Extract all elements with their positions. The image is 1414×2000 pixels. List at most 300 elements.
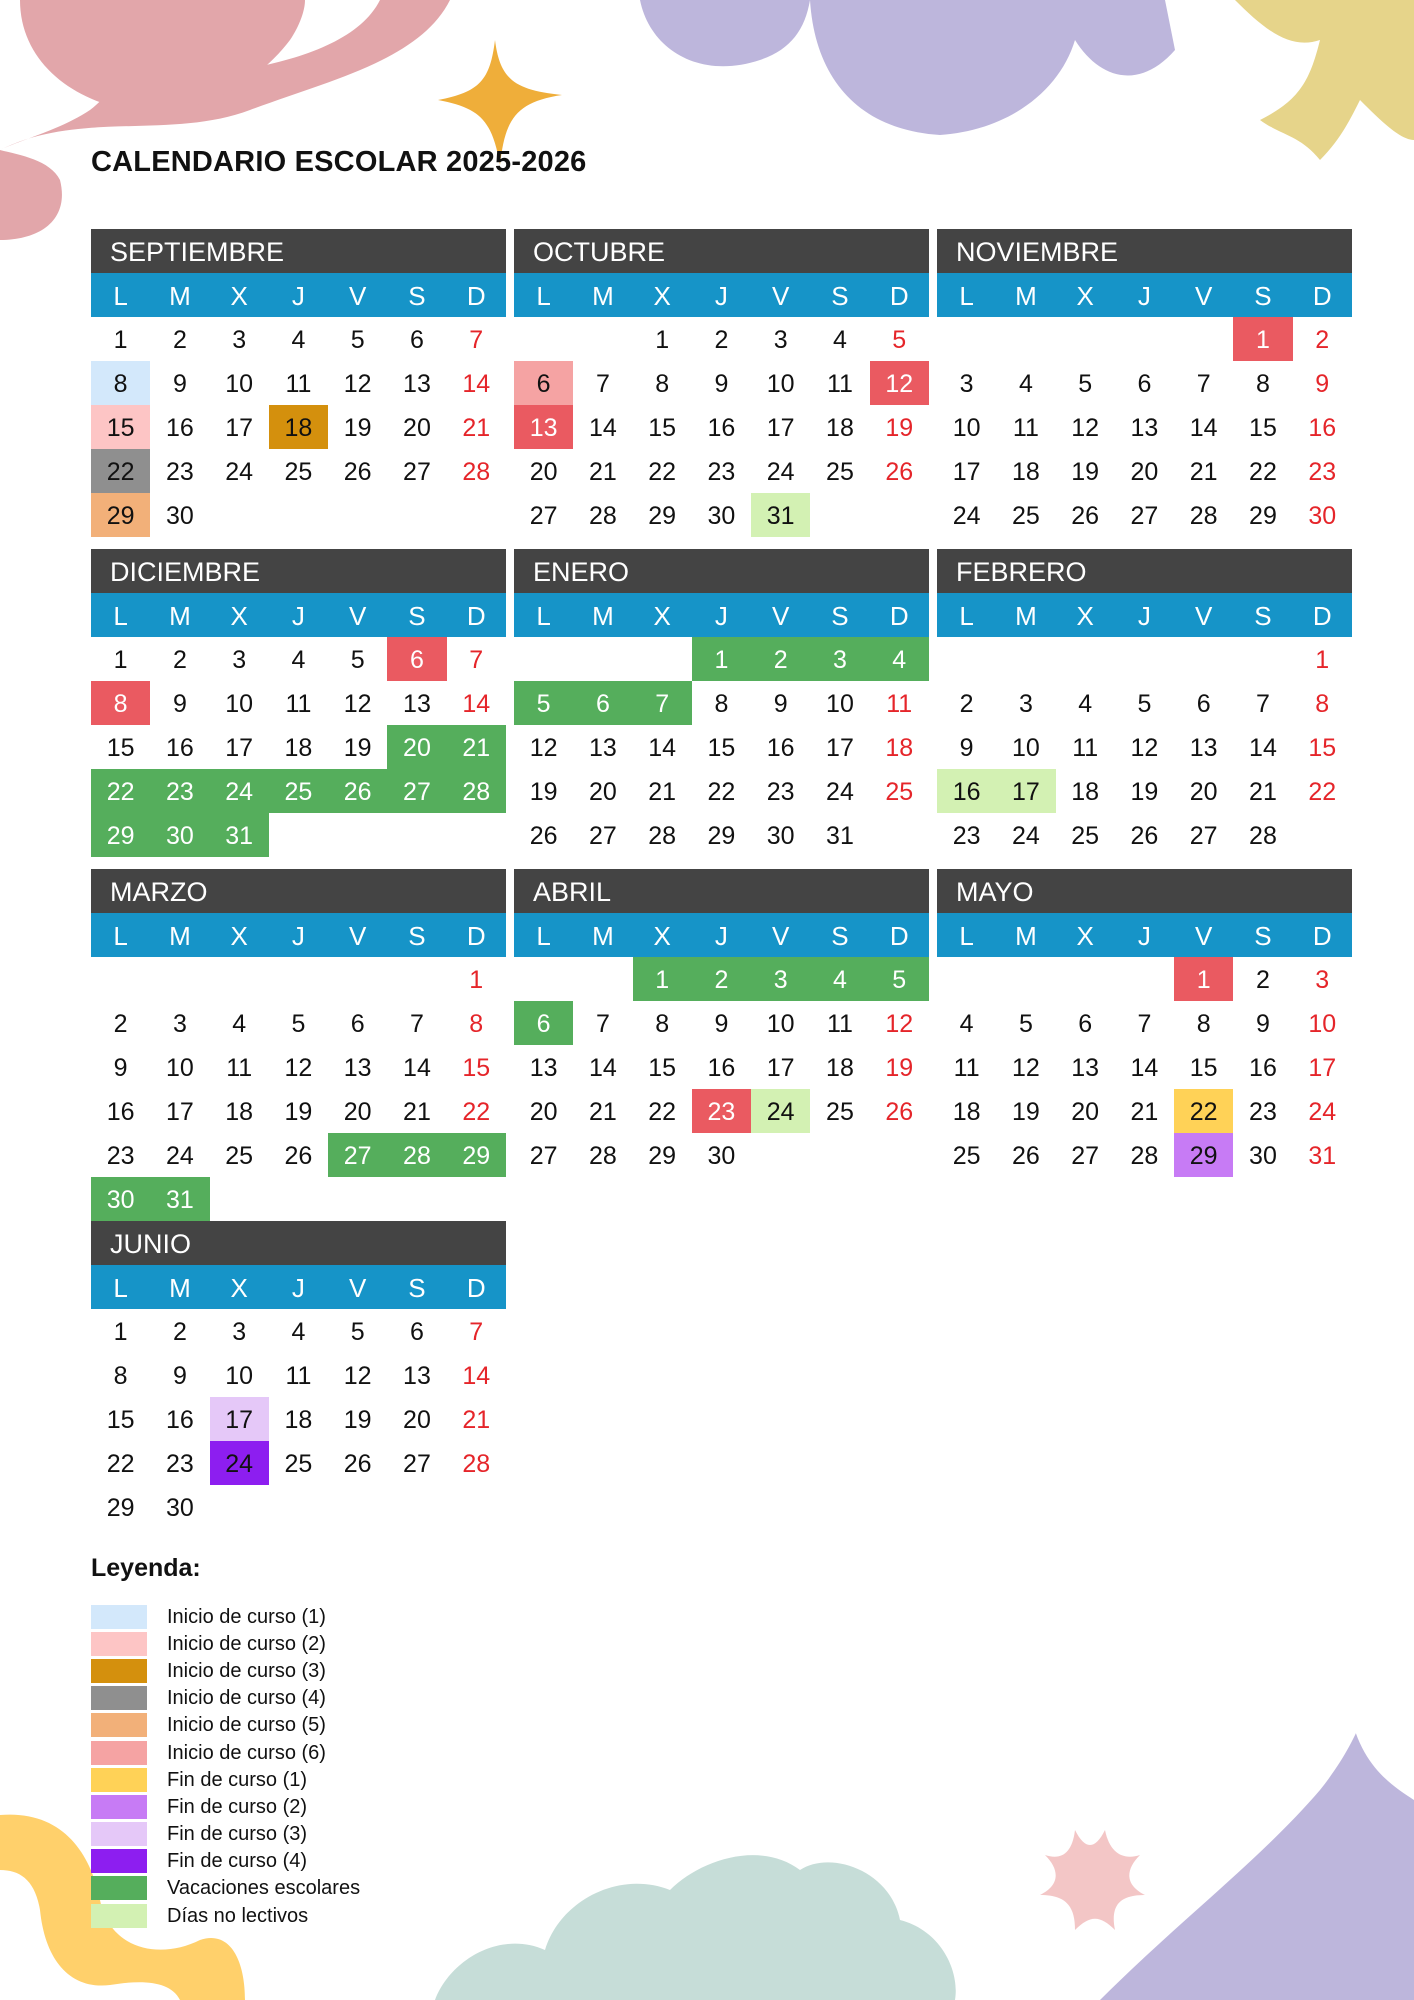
day-cell: 14: [648, 734, 677, 762]
day-cell: 15: [648, 1054, 677, 1082]
legend-swatch: [91, 1849, 147, 1873]
day-cell: 20: [403, 414, 431, 442]
day-cell: 26: [343, 458, 372, 486]
day-cell: 16: [165, 1406, 194, 1434]
day-cell-vacaciones: 6: [573, 681, 632, 725]
day-cell: 10: [1308, 1010, 1337, 1038]
weekday-label: J: [291, 921, 305, 951]
day-cell: 24: [952, 502, 981, 530]
weekday-label: S: [408, 281, 426, 311]
days-grid: [91, 1309, 506, 1529]
day-cell: 20: [588, 778, 617, 806]
day-cell: 8: [714, 690, 729, 718]
day-cell: 18: [952, 1098, 981, 1126]
legend-swatch: [91, 1605, 147, 1629]
day-cell: 11: [285, 1362, 312, 1390]
legend-item: [91, 1848, 360, 1875]
weekday-label: D: [889, 281, 909, 311]
day-cell: 14: [1189, 414, 1218, 442]
day-cell: 2: [1256, 966, 1270, 994]
day-cell-fin2: 29: [1174, 1133, 1233, 1177]
day-cell: 25: [885, 778, 914, 806]
month-header: ENERO: [514, 549, 929, 593]
day-cell-vacaciones: 21: [447, 725, 506, 769]
day-cell: 1: [1315, 646, 1330, 674]
day-cell: 8: [655, 370, 670, 398]
day-cell: 12: [343, 690, 372, 718]
day-cell: 21: [403, 1098, 431, 1126]
day-cell: 25: [284, 1450, 313, 1478]
day-cell: 11: [1012, 414, 1039, 442]
day-cell: 8: [113, 1362, 128, 1390]
legend-label: Inicio de curso (1): [167, 1605, 326, 1628]
day-cell-vacaciones: 7: [633, 681, 692, 725]
weekday-label: D: [1312, 921, 1332, 951]
weekday-label: V: [349, 921, 367, 951]
day-cell-no-lectivo: 31: [751, 493, 810, 537]
day-cell: 17: [1308, 1054, 1337, 1082]
day-cell-vacaciones: 2: [751, 637, 810, 681]
legend-item: [91, 1821, 360, 1848]
day-cell: 20: [529, 458, 558, 486]
month-diciembre: [91, 549, 506, 857]
weekday-label: V: [1195, 281, 1213, 311]
month-header: DICIEMBRE: [91, 549, 506, 593]
day-cell: 7: [469, 326, 484, 354]
empty-day-cell: [91, 957, 150, 1001]
empty-day-cell: [633, 637, 692, 681]
day-cell: 4: [959, 1010, 974, 1038]
weekday-label: L: [113, 281, 128, 311]
day-cell-vacaciones: 4: [810, 957, 869, 1001]
month-header: MARZO: [91, 869, 506, 913]
weekday-label: X: [230, 1273, 248, 1303]
page-title: CALENDARIO ESCOLAR 2025-2026: [91, 146, 587, 178]
day-cell: 18: [225, 1098, 254, 1126]
legend: [91, 1603, 360, 1929]
day-cell: 21: [462, 1406, 491, 1434]
day-cell: 30: [1249, 1142, 1277, 1170]
weekday-label: X: [653, 281, 671, 311]
legend-swatch: [91, 1686, 147, 1710]
empty-day-cell: [1115, 637, 1174, 681]
day-cell: 2: [113, 1010, 128, 1038]
weekday-row: [937, 913, 1352, 957]
day-cell-vacaciones: 6: [514, 1001, 573, 1045]
legend-item: [91, 1603, 360, 1630]
pink-flower-shape: [1040, 1830, 1145, 1930]
weekday-label: J: [714, 921, 728, 951]
day-cell: 25: [1011, 502, 1040, 530]
day-cell-inicio6: 6: [514, 361, 573, 405]
day-cell: 16: [707, 1054, 736, 1082]
day-cell: 5: [291, 1010, 306, 1038]
weekday-label: M: [1015, 281, 1037, 311]
day-cell: 11: [953, 1054, 980, 1082]
days-grid: [91, 317, 506, 537]
empty-day-cell: [1056, 317, 1115, 361]
day-cell: 19: [885, 414, 914, 442]
day-cell-vacaciones: 27: [387, 769, 446, 813]
day-cell: 4: [1018, 370, 1033, 398]
empty-day-cell: [1056, 957, 1115, 1001]
empty-day-cell: [210, 957, 269, 1001]
day-cell: 10: [766, 1010, 795, 1038]
weekday-label: D: [889, 921, 909, 951]
day-cell: 13: [1130, 414, 1159, 442]
days-grid: [937, 637, 1352, 857]
day-cell: 25: [952, 1142, 981, 1170]
weekday-label: D: [1312, 601, 1332, 631]
day-cell: 3: [232, 1318, 247, 1346]
weekday-label: X: [230, 601, 248, 631]
day-cell: 15: [1308, 734, 1337, 762]
day-cell: 10: [826, 690, 854, 718]
weekday-row: [91, 593, 506, 637]
day-cell: 16: [165, 414, 194, 442]
day-cell: 25: [826, 458, 854, 486]
day-cell-no-lectivo: 16: [937, 769, 996, 813]
day-cell: 2: [172, 646, 187, 674]
day-cell: 5: [350, 646, 365, 674]
empty-day-cell: [1115, 317, 1174, 361]
day-cell: 26: [1071, 502, 1100, 530]
days-grid: [937, 957, 1352, 1177]
weekday-label: J: [714, 281, 728, 311]
day-cell: 13: [403, 690, 431, 718]
day-cell: 25: [284, 458, 313, 486]
day-cell: 27: [1189, 822, 1218, 850]
weekday-label: D: [466, 281, 486, 311]
weekday-label: S: [1254, 921, 1272, 951]
weekday-label: M: [169, 921, 191, 951]
weekday-label: D: [889, 601, 909, 631]
weekday-label: D: [466, 601, 486, 631]
day-cell: 12: [343, 370, 372, 398]
day-cell: 22: [707, 778, 736, 806]
weekday-label: J: [291, 601, 305, 631]
day-cell: 1: [469, 966, 484, 994]
day-cell: 9: [714, 1010, 729, 1038]
weekday-label: J: [714, 601, 728, 631]
weekday-row: [514, 593, 929, 637]
month-mayo: [937, 869, 1352, 1177]
day-cell: 15: [106, 734, 135, 762]
day-cell: 29: [1249, 502, 1277, 530]
legend-label: Inicio de curso (3): [167, 1659, 326, 1682]
month-header: SEPTIEMBRE: [91, 229, 506, 273]
day-cell: 2: [959, 690, 974, 718]
day-cell: 7: [1256, 690, 1270, 718]
day-cell: 16: [707, 414, 736, 442]
day-cell: 27: [403, 458, 431, 486]
legend-swatch: [91, 1795, 147, 1819]
empty-day-cell: [996, 957, 1055, 1001]
yellow-star-shape: [1235, 0, 1414, 160]
day-cell-inicio5: 29: [91, 493, 150, 537]
day-cell: 27: [529, 502, 558, 530]
day-cell-vacaciones: 5: [514, 681, 573, 725]
days-grid: [514, 317, 929, 537]
legend-label: Inicio de curso (6): [167, 1741, 326, 1764]
day-cell: 5: [1018, 1010, 1033, 1038]
day-cell: 14: [588, 414, 617, 442]
month-junio: [91, 1221, 506, 1529]
day-cell: 3: [232, 646, 247, 674]
day-cell: 2: [172, 326, 187, 354]
day-cell-vacaciones: 20: [387, 725, 446, 769]
day-cell: 24: [165, 1142, 194, 1170]
day-cell: 5: [1137, 690, 1152, 718]
weekday-label: S: [831, 281, 849, 311]
weekday-label: V: [1195, 601, 1213, 631]
day-cell: 28: [462, 458, 491, 486]
day-cell: 20: [1189, 778, 1218, 806]
day-cell: 13: [588, 734, 617, 762]
day-cell: 3: [232, 326, 247, 354]
empty-day-cell: [937, 957, 996, 1001]
day-cell: 13: [343, 1054, 372, 1082]
day-cell: 6: [410, 326, 424, 354]
day-cell: 11: [1072, 734, 1099, 762]
days-grid: [91, 637, 506, 857]
day-cell: 23: [165, 1450, 194, 1478]
day-cell: 28: [1130, 1142, 1159, 1170]
legend-item: [91, 1685, 360, 1712]
day-cell: 23: [1308, 458, 1337, 486]
day-cell: 19: [529, 778, 558, 806]
day-cell: 22: [106, 1450, 135, 1478]
day-cell: 4: [291, 326, 306, 354]
empty-day-cell: [573, 317, 632, 361]
day-cell: 24: [766, 458, 795, 486]
day-cell: 17: [952, 458, 981, 486]
days-grid: [514, 637, 929, 857]
day-cell: 13: [529, 1054, 558, 1082]
day-cell: 10: [952, 414, 981, 442]
day-cell: 21: [1189, 458, 1218, 486]
day-cell: 29: [707, 822, 736, 850]
day-cell: 16: [766, 734, 795, 762]
day-cell-vacaciones: 1: [633, 957, 692, 1001]
day-cell: 26: [284, 1142, 313, 1170]
day-cell: 13: [1071, 1054, 1100, 1082]
day-cell: 28: [588, 502, 617, 530]
legend-swatch: [91, 1876, 147, 1900]
day-cell: 6: [1196, 690, 1211, 718]
empty-day-cell: [1233, 637, 1292, 681]
day-cell: 16: [1308, 414, 1337, 442]
weekday-label: M: [169, 1273, 191, 1303]
day-cell: 18: [1071, 778, 1100, 806]
day-cell-no-lectivo: 17: [996, 769, 1055, 813]
day-cell: 27: [1071, 1142, 1100, 1170]
day-cell: 30: [707, 1142, 736, 1170]
weekday-label: V: [772, 921, 790, 951]
day-cell: 11: [285, 690, 312, 718]
day-cell: 4: [291, 1318, 306, 1346]
day-cell: 23: [707, 458, 736, 486]
day-cell: 16: [1249, 1054, 1277, 1082]
day-cell: 24: [1011, 822, 1040, 850]
day-cell: 21: [1249, 778, 1277, 806]
day-cell: 18: [284, 1406, 313, 1434]
day-cell: 16: [106, 1098, 135, 1126]
day-cell: 18: [826, 1054, 854, 1082]
day-cell: 21: [1130, 1098, 1159, 1126]
day-cell: 18: [885, 734, 914, 762]
day-cell: 3: [959, 370, 974, 398]
day-cell: 6: [350, 1010, 365, 1038]
day-cell: 18: [826, 414, 854, 442]
legend-label: Inicio de curso (2): [167, 1632, 326, 1655]
day-cell: 28: [588, 1142, 617, 1170]
day-cell: 17: [165, 1098, 194, 1126]
day-cell: 1: [113, 326, 128, 354]
day-cell: 21: [588, 458, 617, 486]
empty-day-cell: [150, 957, 209, 1001]
day-cell: 2: [714, 326, 729, 354]
day-cell: 29: [648, 1142, 677, 1170]
day-cell: 7: [1196, 370, 1211, 398]
month-header: JUNIO: [91, 1221, 506, 1265]
day-cell: 22: [462, 1098, 491, 1126]
day-cell: 20: [343, 1098, 372, 1126]
day-cell-vacaciones: 29: [91, 813, 150, 857]
day-cell: 28: [462, 1450, 491, 1478]
day-cell: 17: [766, 1054, 795, 1082]
day-cell: 9: [172, 370, 187, 398]
day-cell: 18: [1011, 458, 1040, 486]
month-abril: [514, 869, 929, 1177]
day-cell: 9: [1315, 370, 1330, 398]
day-cell: 26: [885, 1098, 914, 1126]
day-cell: 9: [113, 1054, 128, 1082]
day-cell: 19: [1011, 1098, 1040, 1126]
legend-label: Fin de curso (2): [167, 1795, 308, 1818]
day-cell: 9: [959, 734, 974, 762]
day-cell: 23: [1249, 1098, 1277, 1126]
month-noviembre: [937, 229, 1352, 537]
day-cell: 21: [648, 778, 677, 806]
day-cell: 22: [1249, 458, 1277, 486]
empty-day-cell: [996, 317, 1055, 361]
day-cell: 15: [1189, 1054, 1218, 1082]
day-cell-festivo: 8: [91, 681, 150, 725]
weekday-label: D: [466, 1273, 486, 1303]
weekday-label: L: [959, 921, 974, 951]
day-cell-vacaciones: 1: [692, 637, 751, 681]
day-cell: 27: [529, 1142, 558, 1170]
weekday-row: [91, 1265, 506, 1309]
day-cell-festivo: 12: [870, 361, 929, 405]
day-cell: 2: [172, 1318, 187, 1346]
day-cell: 15: [648, 414, 677, 442]
day-cell: 30: [1308, 502, 1337, 530]
day-cell: 7: [595, 1010, 610, 1038]
day-cell-vacaciones: 31: [150, 1177, 209, 1221]
day-cell: 12: [1071, 414, 1100, 442]
day-cell: 2: [1315, 326, 1330, 354]
weekday-row: [937, 273, 1352, 317]
day-cell: 19: [1130, 778, 1159, 806]
day-cell: 8: [655, 1010, 670, 1038]
day-cell: 18: [284, 734, 313, 762]
day-cell: 25: [225, 1142, 254, 1170]
day-cell: 29: [106, 1494, 135, 1522]
legend-label: Inicio de curso (4): [167, 1687, 326, 1710]
weekday-label: M: [169, 601, 191, 631]
day-cell: 20: [1130, 458, 1159, 486]
month-header: OCTUBRE: [514, 229, 929, 273]
day-cell: 13: [403, 370, 431, 398]
day-cell: 15: [707, 734, 736, 762]
weekday-label: D: [1312, 281, 1332, 311]
day-cell-vacaciones: 30: [150, 813, 209, 857]
day-cell-vacaciones: 27: [328, 1133, 387, 1177]
weekday-label: M: [592, 921, 614, 951]
weekday-label: M: [1015, 921, 1037, 951]
day-cell: 12: [1011, 1054, 1040, 1082]
month-octubre: [514, 229, 929, 537]
days-grid: [91, 957, 506, 1221]
weekday-label: M: [592, 281, 614, 311]
day-cell: 1: [655, 326, 670, 354]
day-cell: 10: [225, 1362, 254, 1390]
weekday-row: [514, 913, 929, 957]
day-cell-vacaciones: 29: [447, 1133, 506, 1177]
weekday-row: [91, 273, 506, 317]
day-cell-vacaciones: 26: [328, 769, 387, 813]
day-cell-vacaciones: 28: [447, 769, 506, 813]
day-cell: 22: [1308, 778, 1337, 806]
day-cell: 9: [1256, 1010, 1270, 1038]
day-cell: 4: [291, 646, 306, 674]
day-cell: 11: [226, 1054, 253, 1082]
legend-item: [91, 1875, 360, 1902]
month-header: ABRIL: [514, 869, 929, 913]
day-cell: 12: [885, 1010, 914, 1038]
day-cell: 30: [165, 1494, 194, 1522]
day-cell: 15: [106, 1406, 135, 1434]
month-header: NOVIEMBRE: [937, 229, 1352, 273]
legend-swatch: [91, 1904, 147, 1928]
empty-day-cell: [937, 637, 996, 681]
month-marzo: [91, 869, 506, 1221]
month-febrero: [937, 549, 1352, 857]
weekday-label: M: [592, 601, 614, 631]
legend-item: [91, 1630, 360, 1657]
day-cell: 7: [410, 1010, 424, 1038]
day-cell: 6: [1137, 370, 1152, 398]
legend-swatch: [91, 1741, 147, 1765]
day-cell: 17: [225, 734, 254, 762]
empty-day-cell: [514, 957, 573, 1001]
day-cell: 24: [1308, 1098, 1337, 1126]
weekday-label: L: [959, 601, 974, 631]
day-cell: 29: [648, 502, 677, 530]
day-cell-fin3: 17: [210, 1397, 269, 1441]
day-cell: 7: [469, 1318, 484, 1346]
day-cell: 8: [1256, 370, 1270, 398]
days-grid: [937, 317, 1352, 537]
day-cell: 23: [766, 778, 795, 806]
legend-swatch: [91, 1822, 147, 1846]
day-cell: 4: [1078, 690, 1093, 718]
day-cell: 4: [232, 1010, 247, 1038]
day-cell: 17: [225, 414, 254, 442]
empty-day-cell: [573, 637, 632, 681]
